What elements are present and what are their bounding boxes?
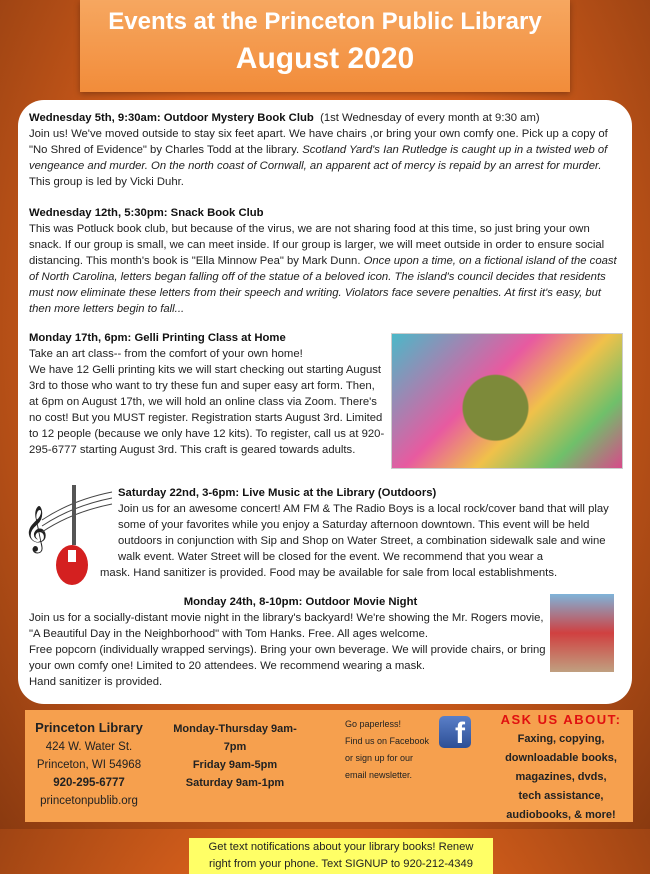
notice-line: right from your phone. Text SIGNUP to 920-212-4349 [209, 858, 473, 870]
event-body-3: Hand sanitizer is provided. [29, 676, 163, 688]
ask-item: audiobooks, & more! [506, 809, 616, 821]
ask-item: tech assistance, [518, 790, 604, 802]
event-body-2: Free popcorn (individually wrapped servings). Bring your own beverage. We will provide chairs, or bring your own comfy one! Limited to 20 attendees. We recommend wearing a mask. [29, 644, 546, 672]
footer [25, 710, 633, 870]
website-link[interactable]: princetonpublib.org [40, 795, 138, 807]
facebook-icon[interactable]: f [439, 716, 471, 748]
ask-us-about [491, 710, 631, 825]
paperless-line: or sign up for our [345, 753, 414, 763]
header-banner [80, 0, 570, 92]
event-heading: Wednesday 5th, 9:30am: Outdoor Mystery Book Club [29, 112, 314, 124]
event-heading: Saturday 22nd, 3-6pm: Live Music at the Library (Outdoors) [118, 487, 437, 499]
hours-saturday: Saturday 9am-1pm [185, 777, 285, 789]
address-city: Princeton, WI 54968 [36, 759, 142, 771]
event-heading: Wednesday 12th, 5:30pm: Snack Book Club [29, 207, 264, 219]
event-leader: This group is led by Vicki Duhr. [29, 176, 184, 188]
ask-us-title: ASK US ABOUT: [500, 712, 622, 727]
event-body: This was Potluck book club, but because of the virus, we are not sharing food at this time, so just bring your own snack. If our group is small, we can meet inside. If our group is larger, we will meet outside in order to ensure social distancing. This month's book is "Ella Minnow Pea" by Mark Dunn. [29, 223, 605, 267]
event-heading: Monday 24th, 8-10pm: Outdoor Movie Night [183, 596, 418, 608]
paperless-line: Find us on Facebook [345, 736, 430, 746]
events-card [18, 100, 632, 704]
paperless-line: email newsletter. [345, 770, 413, 780]
gelli-printing-image [391, 333, 623, 469]
ask-item: magazines, dvds, [515, 771, 607, 783]
paperless-line: Go paperless! [345, 719, 402, 729]
event-body: Join us for a socially-distant movie night in the library's backyard! We're showing the Mr. Rogers movie, "A Beautiful Day in the Neighborhood" with Tom Hanks. Free. All ages welcome. [29, 612, 544, 640]
event-mystery-book-club [29, 110, 622, 190]
event-body: Join us! We've moved outside to stay six feet apart. We have chairs ,or bring your own comfy one. Pick up a copy of "No Shred of Evidence" by Charles Todd at the library. [29, 128, 608, 156]
ask-item: Faxing, copying, [517, 733, 605, 745]
event-live-music-tail: mask. Hand sanitizer is provided. Food may be available for sale from local establishments. [100, 567, 558, 579]
svg-text:𝄞: 𝄞 [24, 507, 48, 551]
event-movie-night [29, 594, 552, 690]
event-live-music [118, 485, 622, 565]
ask-item: downloadable books, [505, 752, 617, 764]
notice-line: Get text notifications about your library books! Renew [208, 841, 474, 853]
mr-rogers-image [550, 594, 614, 672]
event-intro: Take an art class-- from the comfort of your own home! [29, 348, 303, 360]
event-heading: Monday 17th, 6pm: Gelli Printing Class at Home [29, 332, 286, 344]
text-notification-notice [189, 838, 493, 874]
event-synopsis: Scotland Yard's Ian Rutledge is caught up in a twisted web of vengeance and murder. On the north coast of Cornwall, an apparent act of mercy is repaid by an arrest for murder. [29, 144, 608, 172]
hours-weekday: Monday-Thursday 9am-7pm [173, 723, 297, 753]
page-title: Events at the Princeton Public Library [108, 8, 542, 35]
event-body: We have 12 Gelli printing kits we will start checking out starting August 3rd to those who want to try these fun and super easy art form. Then, at 6pm on August 17th, we will hold an online class via Zoom. There's no cost! But you MUST register. Registration starts August 3rd. Limited to 12 people (because we only have 12 kits). To register, call us at 920-295-6777 starting August 3rd. This craft is geared towards adults. [29, 364, 385, 456]
library-contact [29, 718, 149, 810]
library-hours [163, 720, 307, 792]
phone-number: 920-295-6777 [53, 777, 125, 789]
event-body: Join us for an awesome concert! AM FM & The Radio Boys is a local rock/cover band that will play some of your favorites while you enjoy a Saturday afternoon downtown. This event will be held outdoors in conjunction with Sip and Shop on Water Street, a combination sidewalk sale and wine walk event. Water Street will be closed for the event. We recommend that you wear a [118, 503, 609, 563]
page-subtitle: August 2020 [235, 42, 415, 75]
event-gelli-printing [29, 330, 387, 458]
event-note: (1st Wednesday of every month at 9:30 am) [320, 112, 540, 124]
event-snack-book-club [29, 205, 622, 317]
event-synopsis: Once upon a time, on a fictional island of the coast of North Carolina, letters began falling off of the statue of a beloved icon. The island's council decides that residents must now eliminate these letters from their speech and writing. Violators face severe penalties. At first it's easy, but then more letters begin to fall... [29, 255, 617, 315]
address-line: 424 W. Water St. [45, 741, 133, 753]
library-name: Princeton Library [35, 720, 143, 735]
paperless-info [345, 716, 429, 784]
hours-friday: Friday 9am-5pm [192, 759, 278, 771]
